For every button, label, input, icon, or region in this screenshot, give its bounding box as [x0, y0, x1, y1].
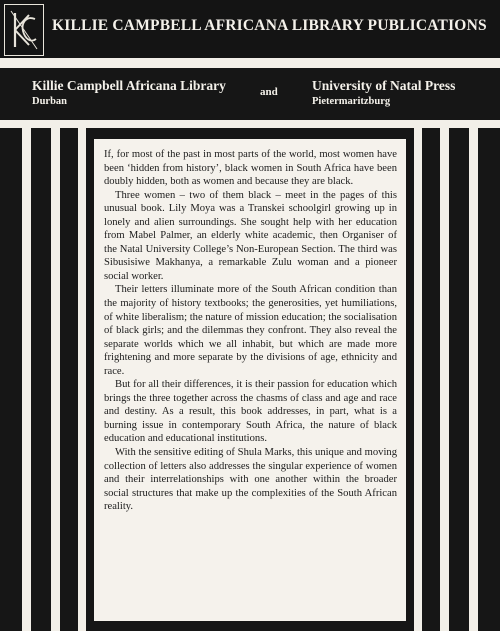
publisher-left-name: Killie Campbell Africana Library [32, 78, 226, 93]
blurb-paragraph: But for all their differences, it is their passion for education which brings the three together across the chasms of class and age and race and destiny. As a result, this book addresses, in part, what is a burning issue in contemporary South Africa, the nature of black education and educational institutions. [104, 379, 397, 445]
blurb-paragraph: If, for most of the past in most parts of the world, most women have been ‘hidden from history’, black women in South Africa have been doubly hidden, both as women and because they are black. [104, 149, 397, 188]
decorative-bar [31, 128, 51, 631]
series-banner [0, 0, 500, 58]
blurb-text [104, 148, 397, 514]
publisher-right-city: Pietermaritzburg [312, 96, 391, 107]
blurb-paragraph: Their letters illuminate more of the South African condition than the majority of history textbooks; the generosities, yet humiliations, of white liberalism; the nature of mission education; the socialisation of black girls; and the dilemmas they confront. They also reveal the separate worlds which we all inhabit, but which are made more frightening and more separate by the divisions of age, ethnicity and race. [104, 284, 397, 377]
kc-monogram-icon [4, 4, 44, 56]
decorative-bar [478, 128, 500, 631]
publisher-right-name: University of Natal Press [312, 78, 456, 93]
decorative-bar [0, 128, 22, 631]
decorative-bar [60, 128, 78, 631]
blurb-paragraph: With the sensitive editing of Shula Marks, this unique and moving collection of letters also addresses the singular experience of women and their interrelationships with one another within the broader social structures that make up the complexities of the South African reality. [104, 447, 397, 513]
blurb-paragraph: Three women – two of them black – meet in the pages of this unusual book. Lily Moya was a Transkei schoolgirl growing up in lonely and alien surroundings. She sought help with her education from Mabel Palmer, an elderly white academic, then Organiser of the Natal University College’s Non-European Section. The third was Sibusisiwe Makhanya, a remarkable Zulu woman and a pioneer social worker. [104, 189, 397, 282]
decorative-bar [422, 128, 440, 631]
series-title: KILLIE CAMPBELL AFRICANA LIBRARY PUBLICATIONS [52, 17, 487, 34]
publisher-joiner: and [260, 86, 278, 98]
publisher-left-city: Durban [32, 96, 68, 107]
publishers-banner [0, 68, 500, 120]
decorative-bar [449, 128, 469, 631]
